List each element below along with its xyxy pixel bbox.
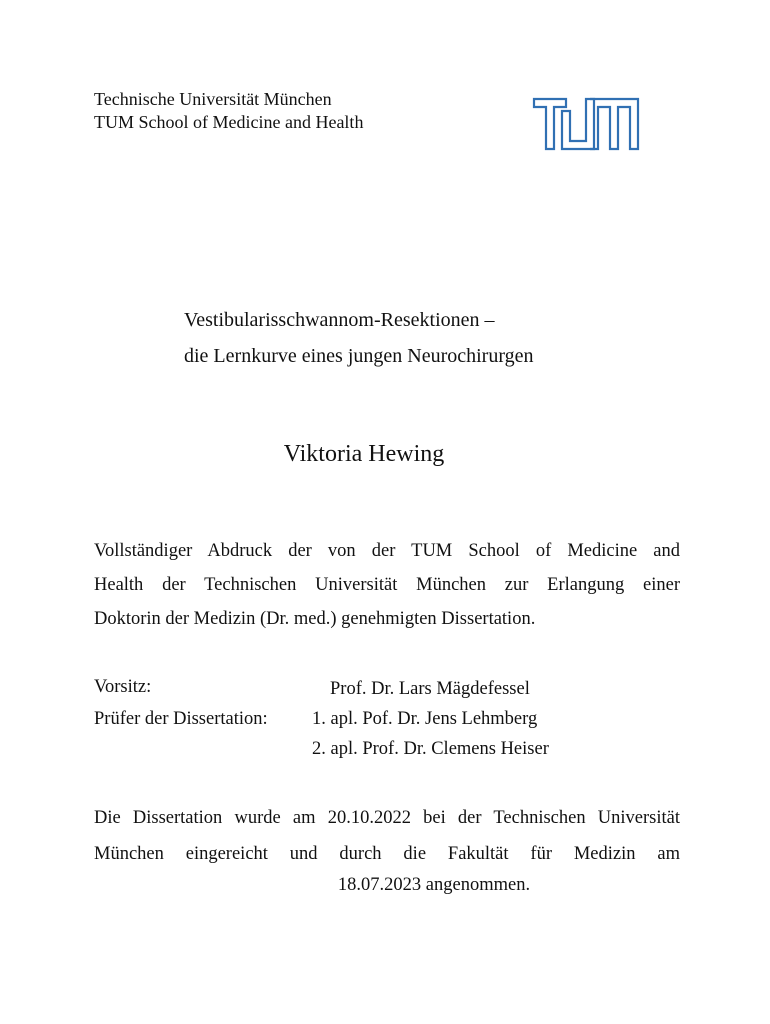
dissertation-title-line-1: Vestibularisschwannom-Resektionen – <box>184 309 495 331</box>
tum-logo <box>532 97 640 151</box>
author-name: Viktoria Hewing <box>283 441 445 467</box>
description-line-3: Doktorin der Medizin (Dr. med.) genehmigten Dissertation. <box>94 609 536 629</box>
school-name: TUM School of Medicine and Health <box>94 112 364 132</box>
vorsitz-label: Vorsitz: <box>94 677 152 697</box>
description-line-2: Health der Technischen Universität München zur Erlangung einer <box>94 575 680 595</box>
institution-name: Technische Universität München <box>94 89 332 109</box>
description-line-1: Vollständiger Abdruck der von der TUM School of Medicine and <box>94 541 680 561</box>
pruefer-label: Prüfer der Dissertation: <box>94 709 268 729</box>
vorsitz-value: Prof. Dr. Lars Mägdefessel <box>330 679 530 699</box>
pruefer-1: 1. apl. Pof. Dr. Jens Lehmberg <box>312 709 538 729</box>
pruefer-2: 2. apl. Prof. Dr. Clemens Heiser <box>312 739 549 759</box>
submission-line-2: München eingereicht und durch die Fakultät für Medizin am <box>94 844 680 864</box>
submission-line-3: 18.07.2023 angenommen. <box>337 875 531 895</box>
submission-line-1: Die Dissertation wurde am 20.10.2022 bei der Technischen Universität <box>94 808 680 828</box>
dissertation-title-line-2: die Lernkurve eines jungen Neurochirurgen <box>184 345 534 367</box>
